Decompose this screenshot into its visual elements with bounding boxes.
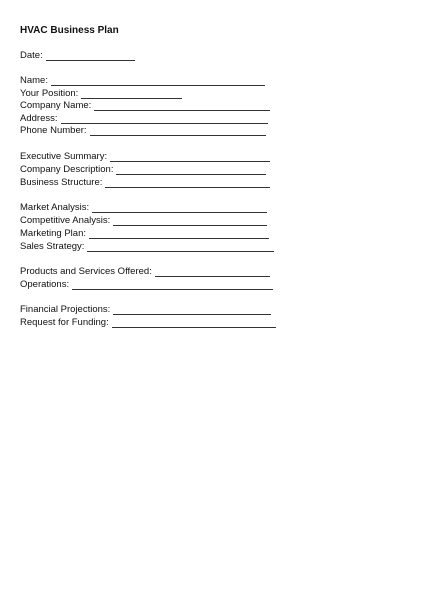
- blank-line: [87, 242, 274, 252]
- field-label: Phone Number:: [20, 125, 87, 136]
- phone-number-field: [20, 125, 266, 137]
- field-label: Company Name:: [20, 100, 92, 111]
- blank-line: [113, 305, 271, 315]
- blank-line: [110, 152, 270, 162]
- executive-summary-field: [20, 151, 270, 163]
- position-field: [20, 88, 182, 100]
- field-label: Market Analysis:: [20, 202, 90, 213]
- blank-line: [92, 203, 267, 213]
- field-label: Date:: [20, 50, 43, 61]
- blank-line: [112, 318, 276, 328]
- field-label: Business Structure:: [20, 177, 103, 188]
- field-label: Address:: [20, 113, 58, 124]
- blank-line: [72, 280, 273, 290]
- financial-projections-field: [20, 304, 271, 316]
- field-label: Financial Projections:: [20, 304, 111, 315]
- blank-line: [46, 51, 135, 61]
- field-label: Marketing Plan:: [20, 228, 87, 239]
- marketing-plan-field: [20, 228, 269, 240]
- request-for-funding-field: [20, 317, 276, 329]
- date-field: [20, 50, 135, 62]
- competitive-analysis-field: [20, 215, 267, 227]
- field-label: Operations:: [20, 279, 70, 290]
- blank-line: [155, 267, 270, 277]
- blank-line: [105, 178, 270, 188]
- field-label: Your Position:: [20, 88, 79, 99]
- company-description-field: [20, 164, 266, 176]
- field-label: Sales Strategy:: [20, 241, 85, 252]
- blank-line: [90, 126, 266, 136]
- field-label: Competitive Analysis:: [20, 215, 111, 226]
- market-analysis-field: [20, 202, 267, 214]
- field-label: Products and Services Offered:: [20, 266, 152, 277]
- document-title: HVAC Business Plan: [20, 25, 119, 36]
- company-name-field: [20, 100, 270, 112]
- sales-strategy-field: [20, 241, 274, 253]
- field-label: Name:: [20, 75, 48, 86]
- field-label: Executive Summary:: [20, 151, 108, 162]
- address-field: [20, 113, 268, 125]
- blank-line: [51, 76, 265, 86]
- field-label: Company Description:: [20, 164, 114, 175]
- products-services-field: [20, 266, 270, 278]
- name-field: [20, 75, 265, 87]
- blank-line: [81, 89, 182, 99]
- business-structure-field: [20, 177, 270, 189]
- blank-line: [94, 101, 270, 111]
- field-label: Request for Funding:: [20, 317, 109, 328]
- blank-line: [89, 229, 269, 239]
- blank-line: [116, 165, 266, 175]
- operations-field: [20, 279, 273, 291]
- blank-line: [61, 114, 268, 124]
- blank-line: [113, 216, 267, 226]
